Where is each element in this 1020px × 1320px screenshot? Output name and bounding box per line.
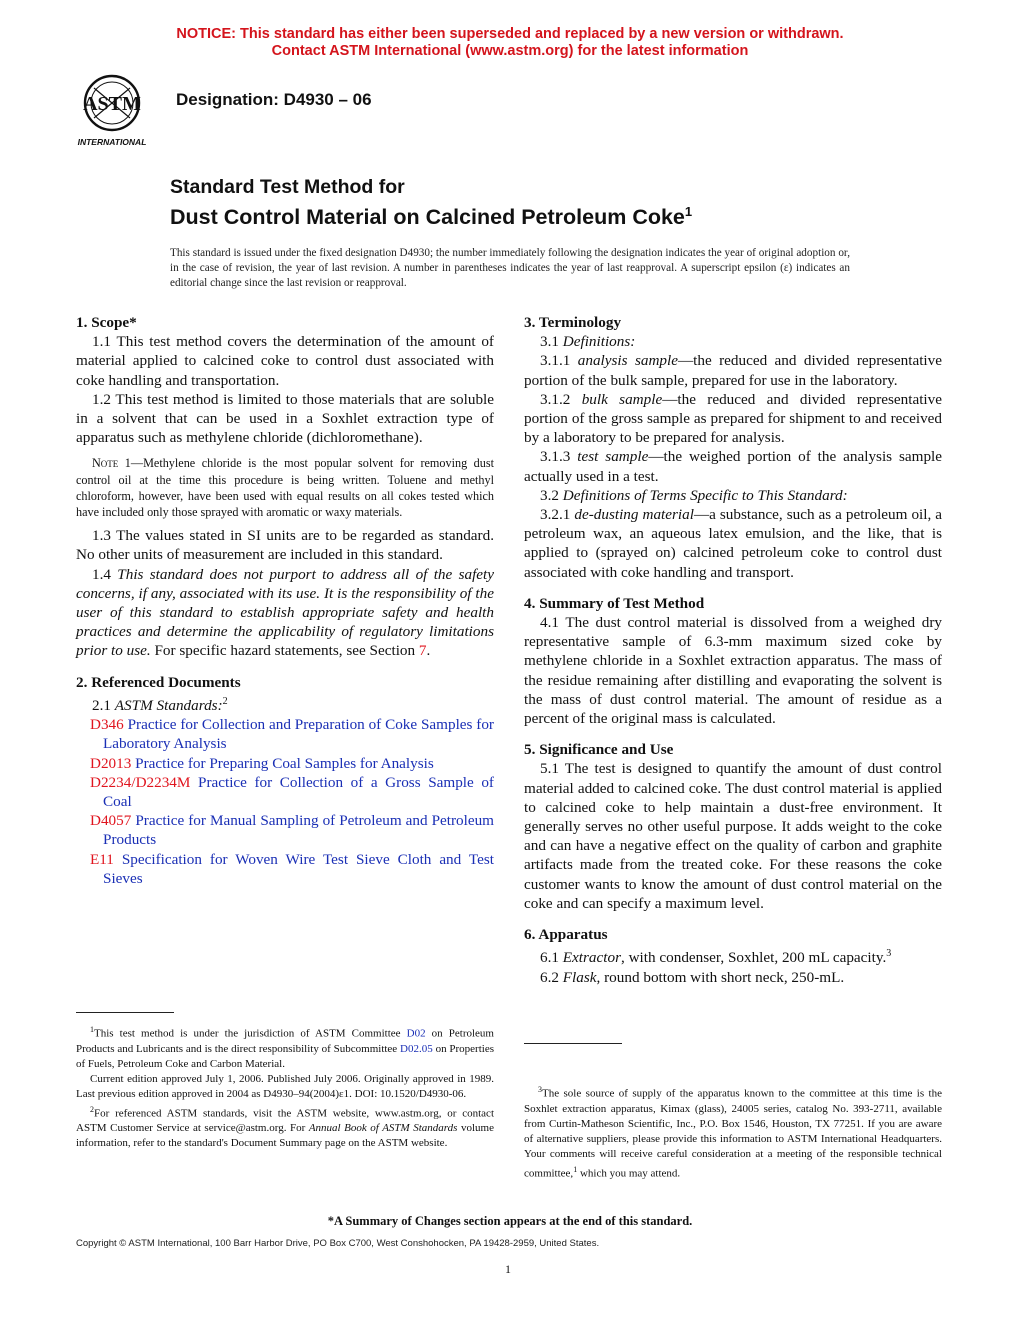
notice-line-2: Contact ASTM International (www.astm.org) for the latest information	[271, 43, 749, 59]
para-6-2-text: , round bottom with short neck, 250-mL.	[596, 968, 845, 986]
footnote-1	[76, 1022, 494, 1072]
para-6-2-term: Flask	[562, 968, 597, 986]
section-2-heading: 2. Referenced Documents	[76, 673, 241, 691]
reference-title-link[interactable]: Practice for Collection and Preparation of Coke Samples for Laboratory Analysis	[103, 716, 494, 753]
para-3-1-3-term: test sample	[577, 448, 649, 466]
para-6-2-num: 6.2	[540, 968, 563, 986]
note-1-text: —Methylene chloride is the most popular solvent for removing dust control oil at the time this procedure is being written. Toluene and methyl chloroform, however, have been used with equal results on all cokes tested which have included only those sprayed with aromatic or waxy materials.	[76, 456, 494, 520]
reference-title-link[interactable]: Practice for Collection of a Gross Sample of Coal	[103, 773, 494, 810]
reference-code-link[interactable]: D2234/D2234M	[90, 773, 191, 791]
committee-d02-link[interactable]: D02	[406, 1027, 426, 1040]
footnote-2-mark: 2	[90, 1104, 94, 1114]
notice-line-1: NOTICE: This standard has either been superseded and replaced by a new version or withdrawn.	[176, 26, 844, 42]
footnote-rule-left	[76, 1012, 174, 1013]
para-1-4-num: 1.4	[92, 565, 118, 583]
para-3-1-num: 3.1	[540, 333, 563, 351]
issued-statement: This standard is issued under the fixed designation D4930; the number immediately following the designation indicates the year of original adoption or, in the case of revision, the year of last revision. A number in parentheses indicates the year of last reapproval. A superscript epsilon (ε) indicates an editorial change since the last revision or reapproval.	[170, 247, 850, 289]
para-3-1-2-term: bulk sample	[581, 390, 663, 408]
para-6-1-mark: 3	[886, 948, 892, 960]
section-1-heading: 1. Scope*	[76, 314, 137, 331]
para-3-1-1-num: 3.1.1	[540, 352, 578, 370]
para-1-3: 1.3 The values stated in SI units are to be regarded as standard. No other units of measurement are included in this standard.	[76, 527, 494, 564]
para-3-2-num: 3.2	[540, 486, 563, 504]
footnote-3-b: which you may attend.	[577, 1167, 681, 1180]
reference-item	[76, 850, 494, 888]
section-7-link[interactable]: 7	[418, 642, 427, 660]
footnote-1-a: This test method is under the jurisdiction of ASTM Committee	[94, 1027, 407, 1040]
para-3-2-label: Definitions of Terms Specific to This Standard:	[562, 486, 848, 504]
designation: Designation: D4930 – 06	[176, 90, 372, 109]
footnote-1-edition: Current edition approved July 1, 2006. Published July 2006. Originally approved in 1989. Last previous edition approved in 2004 as D4930–94(2004)ε1. DOI: 10.1520/D4930-06.	[76, 1072, 494, 1100]
para-1-4-end: .	[426, 642, 431, 660]
section-6-heading: 6. Apparatus	[524, 926, 608, 944]
withdrawal-notice	[0, 26, 1020, 60]
reference-item	[76, 754, 494, 773]
right-column	[524, 313, 942, 987]
reference-item	[76, 773, 494, 811]
left-column	[76, 313, 494, 888]
para-3-2-1-term: de-dusting material	[574, 506, 694, 524]
reference-code-link[interactable]: D346	[90, 716, 124, 734]
para-3-1-2-num: 3.1.2	[540, 390, 582, 408]
document-title	[170, 175, 692, 230]
para-5-1: 5.1 The test is designed to quantify the amount of dust control material added to calcined coke. The dust control material is applied to calcined coke to help maintain a dust-free environment. It generally serves no other useful purpose. It adds weight to the coke and can have a negative effect on the quality of carbon and graphite artifacts made from the treated coke. For these reasons the coke customer wants to know the amount of dust control material on the coke and can specify a maximum level.	[524, 760, 942, 912]
logo-subtext: INTERNATIONAL	[77, 137, 147, 147]
note-1-label: Note 1	[92, 456, 131, 471]
para-3-1-1-term: analysis sample	[577, 352, 678, 370]
section-4-heading: 4. Summary of Test Method	[524, 594, 705, 612]
reference-title-link[interactable]: Practice for Manual Sampling of Petroleum and Petroleum Products	[103, 812, 494, 849]
summary-of-changes-note: *A Summary of Changes section appears at the end of this standard.	[327, 1214, 693, 1228]
para-3-1-2	[524, 390, 942, 448]
subcommittee-d0205-link[interactable]: D02.05	[400, 1042, 433, 1055]
reference-title-link[interactable]: Practice for Preparing Coal Samples for Analysis	[131, 754, 434, 772]
para-6-2	[524, 968, 942, 987]
footnote-3-mark2: 1	[573, 1164, 578, 1174]
para-6-1-text: , with condenser, Soxhlet, 200 mL capacity.	[621, 949, 887, 967]
para-6-1	[524, 944, 942, 967]
para-3-1-3-text: —the weighed portion of the analysis sample actually used in a test.	[524, 448, 943, 485]
para-6-1-term: Extractor	[562, 949, 621, 967]
footnote-3-a: The sole source of supply of the apparatus known to the committee at this time is the Soxhlet extraction apparatus, Kimax (glass), 24005 series, catalog No. 393-2711, available from Curtin-Matheson Scientific, Inc., P.O. Box 1546, Houston, TX 77251. If you are aware of alternative suppliers, please provide this information to ASTM International Headquarters. Your comments will receive careful consideration at a meeting of the responsible technical committee,	[524, 1087, 942, 1180]
para-1-4-italic: This standard does not purport to address all of the safety concerns, if any, associated with its use. It is the responsibility of the user of this standard to establish appropriate safety and health practices and determine the applicability of regulatory limitations prior to use.	[76, 565, 494, 660]
title-line-2	[170, 199, 692, 230]
title-line-2-text: Dust Control Material on Calcined Petroleum Coke	[170, 205, 685, 230]
para-2-1-num: 2.1	[92, 696, 115, 714]
para-3-1-3-num: 3.1.3	[540, 448, 578, 466]
section-5-heading: 5. Significance and Use	[524, 741, 674, 759]
reference-code-link[interactable]: D2013	[90, 754, 132, 772]
copyright-line: Copyright © ASTM International, 100 Barr Harbor Drive, PO Box C700, West Conshohocken, PA 19428-2959, United States.	[76, 1238, 600, 1249]
para-3-1-2-text: —the reduced and divided representative portion of the gross sample as prepared for shipment to and received by a laboratory to be prepared for analysis.	[524, 390, 942, 447]
para-1-1: 1.1 This test method covers the determination of the amount of material applied to calcined coke to control dust associated with coke handling and transportation.	[76, 333, 494, 389]
para-2-1-label: ASTM Standards:	[114, 696, 223, 714]
para-6-1-num: 6.1	[540, 949, 563, 967]
footnote-2-b: volume information, refer to the standard's Document Summary page on the ASTM website.	[76, 1122, 494, 1150]
footnote-3	[524, 1082, 942, 1181]
footnote-2	[76, 1102, 494, 1152]
footnote-2-italic: Annual Book of ASTM Standards	[308, 1122, 458, 1135]
footnotes-left	[76, 1022, 494, 1151]
reference-title-link[interactable]: Specification for Woven Wire Test Sieve Cloth and Test Sieves	[103, 850, 494, 887]
section-3-heading: 3. Terminology	[524, 314, 622, 331]
para-1-4	[76, 565, 494, 661]
para-2-1-mark: 2	[222, 695, 228, 707]
para-3-1-3	[524, 447, 942, 485]
para-3-1-label: Definitions:	[562, 333, 636, 351]
para-3-2-1-num: 3.2.1	[540, 506, 575, 524]
reference-item	[76, 715, 494, 753]
para-3-2-1-text: —a substance, such as a petroleum oil, a petroleum wax, an aqueous latex emulsion, and the like, that is applied to (sprayed on) calcined petroleum coke to control dust associated with coke handling and transport.	[524, 506, 943, 581]
reference-item	[76, 811, 494, 849]
para-4-1: 4.1 The dust control material is dissolved from a weighed dry representative sample of 6.3-mm maximum sized coke by methylene chloride in a Soxhlet extraction apparatus. The mass of the residue remaining after distilling and evaporating the solvent is the mass of dust control material. The amount of residue as a percent of the original mass is calculated.	[524, 614, 942, 728]
footnote-1-b: on Petroleum Products and Lubricants and is the direct responsibility of Subcommittee	[76, 1027, 494, 1055]
footnote-1-c: on Properties of Fuels, Petroleum Coke and Carbon Material.	[76, 1042, 494, 1070]
footnote-1-mark: 1	[90, 1025, 94, 1034]
note-1	[76, 455, 494, 520]
para-1-4-tail: For specific hazard statements, see Section	[150, 642, 419, 660]
logo-text: ASTM	[83, 93, 141, 115]
para-3-1-1-text: —the reduced and divided representative portion of the bulk sample, prepared for use in the laboratory.	[524, 352, 942, 389]
footnote-3-mark: 3	[538, 1085, 542, 1094]
para-3-2	[524, 486, 942, 505]
footnote-2-a: For referenced ASTM standards, visit the ASTM website, www.astm.org, or contact ASTM Customer Service at service@astm.org. For	[76, 1107, 494, 1135]
title-footnote-mark: 1	[684, 204, 693, 219]
para-3-1-1	[524, 351, 942, 389]
para-1-2: 1.2 This test method is limited to those materials that are soluble in a solvent that can be used in a Soxhlet extraction type of apparatus such as methylene chloride (dichloromethane).	[76, 390, 494, 447]
para-3-1	[524, 332, 942, 351]
page-number: 1	[505, 1262, 511, 1276]
reference-code-link[interactable]: D4057	[90, 812, 132, 830]
title-line-1: Standard Test Method for	[170, 176, 405, 198]
para-3-2-1	[524, 505, 942, 582]
astm-logo	[70, 70, 170, 150]
footnote-right	[524, 1082, 942, 1181]
reference-code-link[interactable]: E11	[90, 850, 114, 868]
para-2-1	[76, 692, 494, 715]
footnote-rule-right	[524, 1043, 622, 1044]
